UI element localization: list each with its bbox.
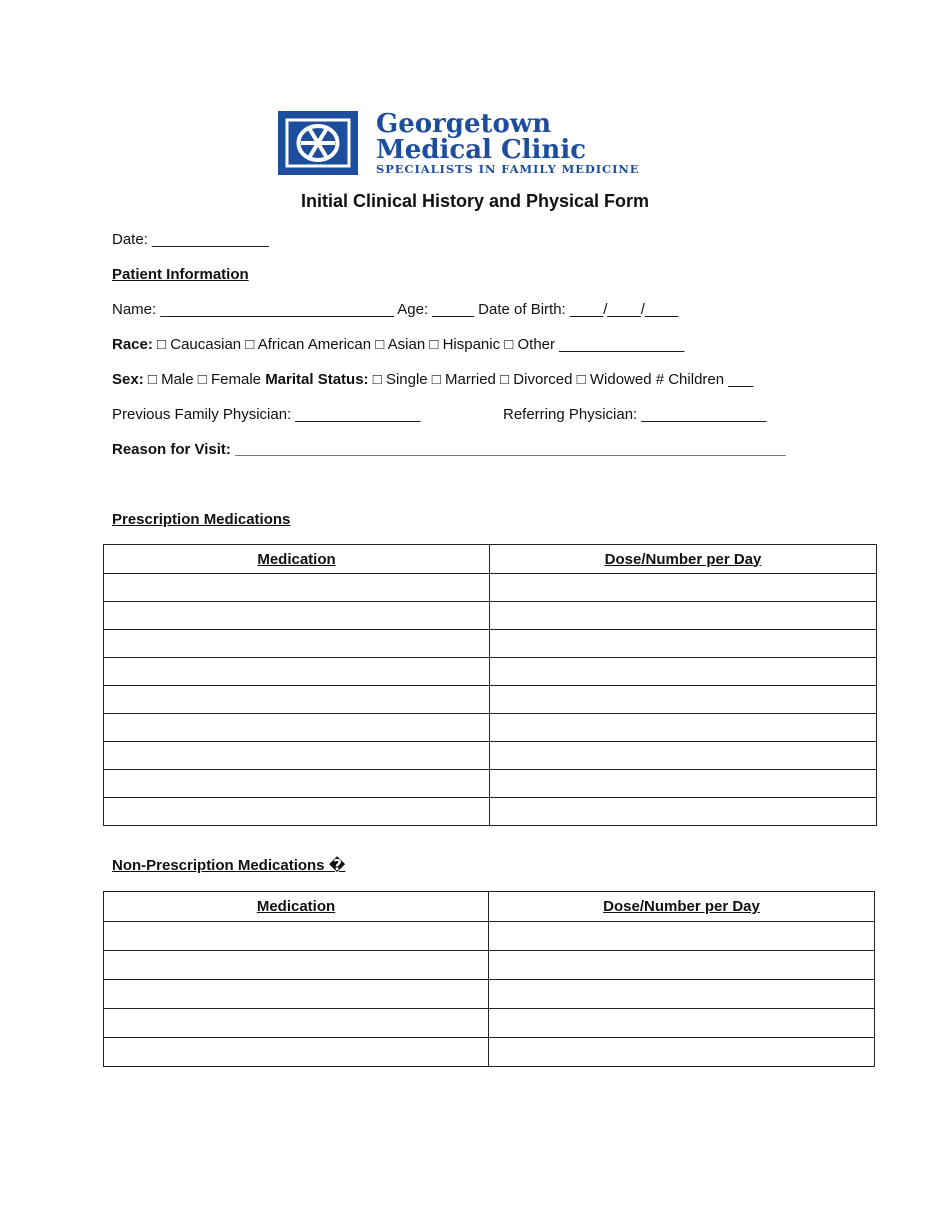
table-header-row	[104, 892, 875, 922]
dose-cell[interactable]	[489, 1009, 875, 1038]
medication-column-header: Medication	[104, 892, 489, 922]
clinic-logo	[278, 111, 674, 177]
dose-cell[interactable]	[489, 951, 875, 980]
medication-cell[interactable]	[104, 574, 490, 602]
table-row	[104, 770, 877, 798]
sex-marital-line	[112, 370, 753, 390]
dose-cell[interactable]	[490, 658, 877, 686]
referring-physician-field[interactable]: Referring Physician: _______________	[503, 406, 767, 423]
medication-column-header: Medication	[104, 545, 490, 574]
prescription-table	[103, 544, 877, 826]
race-label: Race:	[112, 336, 153, 353]
dose-column-header: Dose/Number per Day	[490, 545, 877, 574]
dose-cell[interactable]	[490, 630, 877, 658]
logo-line-2: Medical Clinic	[376, 135, 587, 165]
medication-cell[interactable]	[104, 714, 490, 742]
race-options[interactable]: □ Caucasian □ African American □ Asian □ Hispanic □ Other _______________	[157, 336, 685, 353]
medication-cell[interactable]	[104, 951, 489, 980]
marital-status-options[interactable]: □ Single □ Married □ Divorced □ Widowed # Children ___	[368, 371, 754, 388]
dose-column-header: Dose/Number per Day	[489, 892, 875, 922]
dose-cell[interactable]	[490, 770, 877, 798]
table-row	[104, 574, 877, 602]
medication-cell[interactable]	[104, 742, 490, 770]
table-row	[104, 1038, 875, 1067]
previous-physician-field[interactable]: Previous Family Physician: _______________	[112, 406, 421, 423]
dose-cell[interactable]	[489, 980, 875, 1009]
medication-cell[interactable]	[104, 658, 490, 686]
dose-cell[interactable]	[490, 714, 877, 742]
dose-cell[interactable]	[489, 1038, 875, 1067]
table-row	[104, 798, 877, 826]
date-field[interactable]: Date: ______________	[112, 231, 269, 248]
prescription-heading: Prescription Medications	[112, 511, 291, 528]
heading-tail-glyph: �	[324, 857, 346, 874]
marital-status-label: Marital Status:	[265, 371, 369, 388]
non-prescription-heading-text: Non-Prescription Medications	[112, 857, 325, 874]
reason-label: Reason for Visit:	[112, 441, 236, 458]
table-row	[104, 951, 875, 980]
table-row	[104, 602, 877, 630]
medication-cell[interactable]	[104, 980, 489, 1009]
race-line	[112, 335, 684, 355]
medication-cell[interactable]	[104, 922, 489, 951]
patient-info-heading: Patient Information	[112, 266, 249, 283]
logo-line-1: Georgetown	[376, 109, 552, 139]
table-row	[104, 980, 875, 1009]
medication-cell[interactable]	[104, 630, 490, 658]
reason-blank[interactable]: __________________________________________________________________	[235, 441, 786, 458]
table-header-row	[104, 545, 877, 574]
table-row	[104, 714, 877, 742]
clinic-emblem-icon	[278, 111, 358, 175]
medication-cell[interactable]	[104, 1009, 489, 1038]
table-row	[104, 1009, 875, 1038]
reason-for-visit-line[interactable]	[112, 440, 786, 460]
non-prescription-table	[103, 891, 875, 1067]
dose-cell[interactable]	[490, 742, 877, 770]
table-row	[104, 658, 877, 686]
dose-cell[interactable]	[490, 798, 877, 826]
medication-cell[interactable]	[104, 1038, 489, 1067]
sex-options[interactable]: □ Male □ Female	[143, 371, 266, 388]
dose-cell[interactable]	[490, 602, 877, 630]
table-row	[104, 922, 875, 951]
dose-cell[interactable]	[490, 574, 877, 602]
table-row	[104, 742, 877, 770]
medication-cell[interactable]	[104, 686, 490, 714]
name-age-dob-line[interactable]: Name: ____________________________ Age: _____ Date of Birth: ____/____/____	[112, 301, 679, 318]
table-row	[104, 686, 877, 714]
medication-cell[interactable]	[104, 770, 490, 798]
table-row	[104, 630, 877, 658]
dose-cell[interactable]	[489, 922, 875, 951]
dose-cell[interactable]	[490, 686, 877, 714]
logo-tagline: SPECIALISTS IN FAMILY MEDICINE	[376, 162, 640, 176]
sex-label: Sex:	[112, 371, 144, 388]
medication-cell[interactable]	[104, 602, 490, 630]
form-title: Initial Clinical History and Physical Form	[300, 191, 650, 211]
non-prescription-heading	[112, 856, 345, 876]
medication-cell[interactable]	[104, 798, 490, 826]
